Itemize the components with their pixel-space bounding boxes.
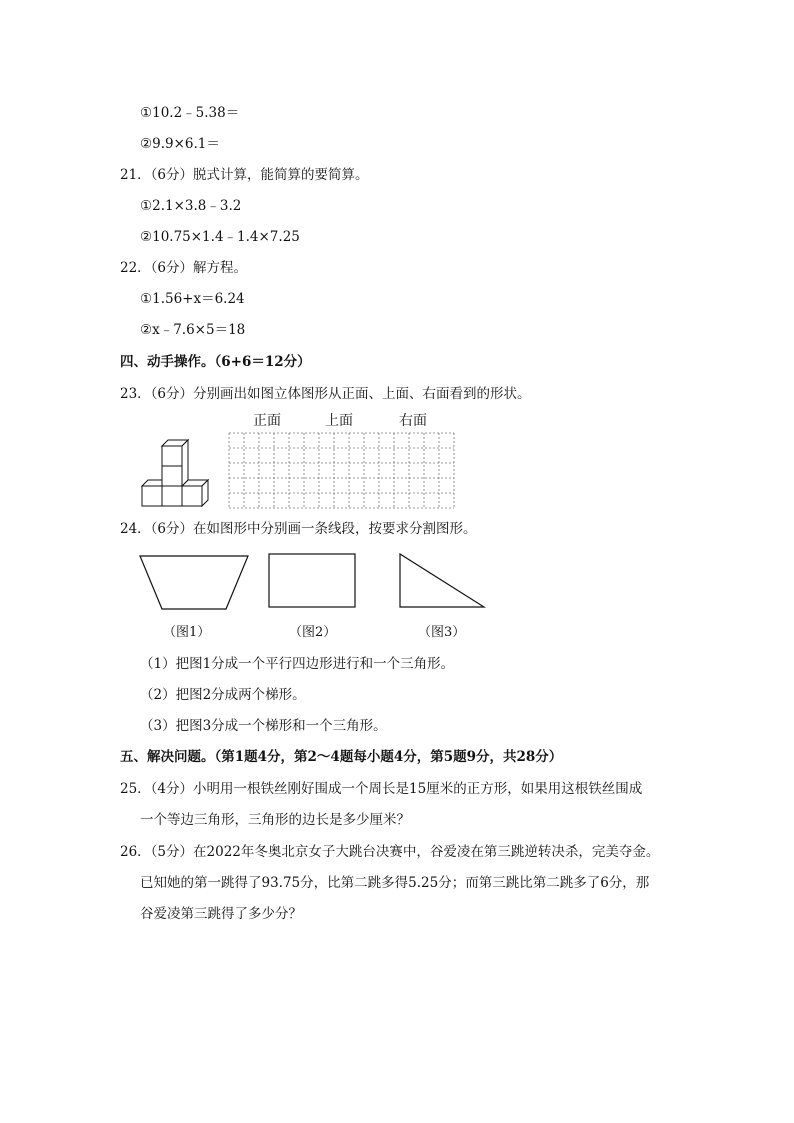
- q21-item-2: ②10.75×1.4﹣1.4×7.25: [140, 229, 300, 245]
- q22-stem: 22．（6分）解方程。: [120, 260, 248, 276]
- q22-item-1: ①1.56+x＝6.24: [140, 291, 245, 307]
- grid-label-right: 右面: [399, 413, 427, 429]
- q21-item-1: ①2.1×3.8﹣3.2: [140, 198, 242, 214]
- q25-line-1: 25．（4分）小明用一根铁丝刚好围成一个周长是15厘米的正方形，如果用这根铁丝围成: [120, 781, 643, 797]
- drawing-grid[interactable]: [228, 432, 454, 510]
- q26-line-2: 已知她的第一跳得了93.75分，比第二跳多得5.25分；而第三跳比第二跳多了6分，那: [140, 875, 650, 891]
- grid-label-front: 正面: [253, 413, 281, 429]
- grid-label-top: 上面: [325, 413, 353, 429]
- caption-figure-2: （图2）: [289, 625, 337, 640]
- triangle-figure: [399, 553, 487, 610]
- section-4-title: 四、动手操作。（6+6＝12分）: [120, 354, 311, 370]
- caption-figure-1: （图1）: [163, 625, 211, 640]
- rectangle-figure: [268, 553, 358, 610]
- caption-figure-3: （图3）: [418, 625, 466, 640]
- q24-task-2: （2）把图2分成两个梯形。: [140, 687, 306, 703]
- q26-line-3: 谷爱凌第三跳得了多少分？: [140, 906, 302, 922]
- q25-line-2: 一个等边三角形，三角形的边长是多少厘米？: [140, 812, 410, 828]
- q26-line-1: 26．（5分）在2022年冬奥北京女子大跳台决赛中，谷爱凌在第三跳逆转决杀，完美夺金。: [120, 844, 660, 860]
- trapezoid-figure: [138, 554, 250, 612]
- section-5-title: 五、解决问题。（第1题4分，第2～4题每小题4分，第5题9分，共28分）: [120, 749, 563, 765]
- q20-item-2: ②9.9×6.1＝: [140, 136, 220, 152]
- q20-item-1: ①10.2﹣5.38＝: [140, 105, 240, 121]
- q24-stem: 24．（6分）在如图形中分别画一条线段，按要求分割图形。: [120, 521, 477, 537]
- q21-stem: 21．（6分）脱式计算，能简算的要简算。: [120, 167, 369, 183]
- q23-stem: 23．（6分）分别画出如图立体图形从正面、上面、右面看到的形状。: [120, 386, 531, 402]
- q22-item-2: ②x﹣7.6×5＝18: [140, 322, 246, 338]
- q24-task-1: （1）把图1分成一个平行四边形进行和一个三角形。: [140, 656, 455, 672]
- q24-task-3: （3）把图3分成一个梯形和一个三角形。: [140, 718, 387, 734]
- cube-figure: [140, 436, 212, 510]
